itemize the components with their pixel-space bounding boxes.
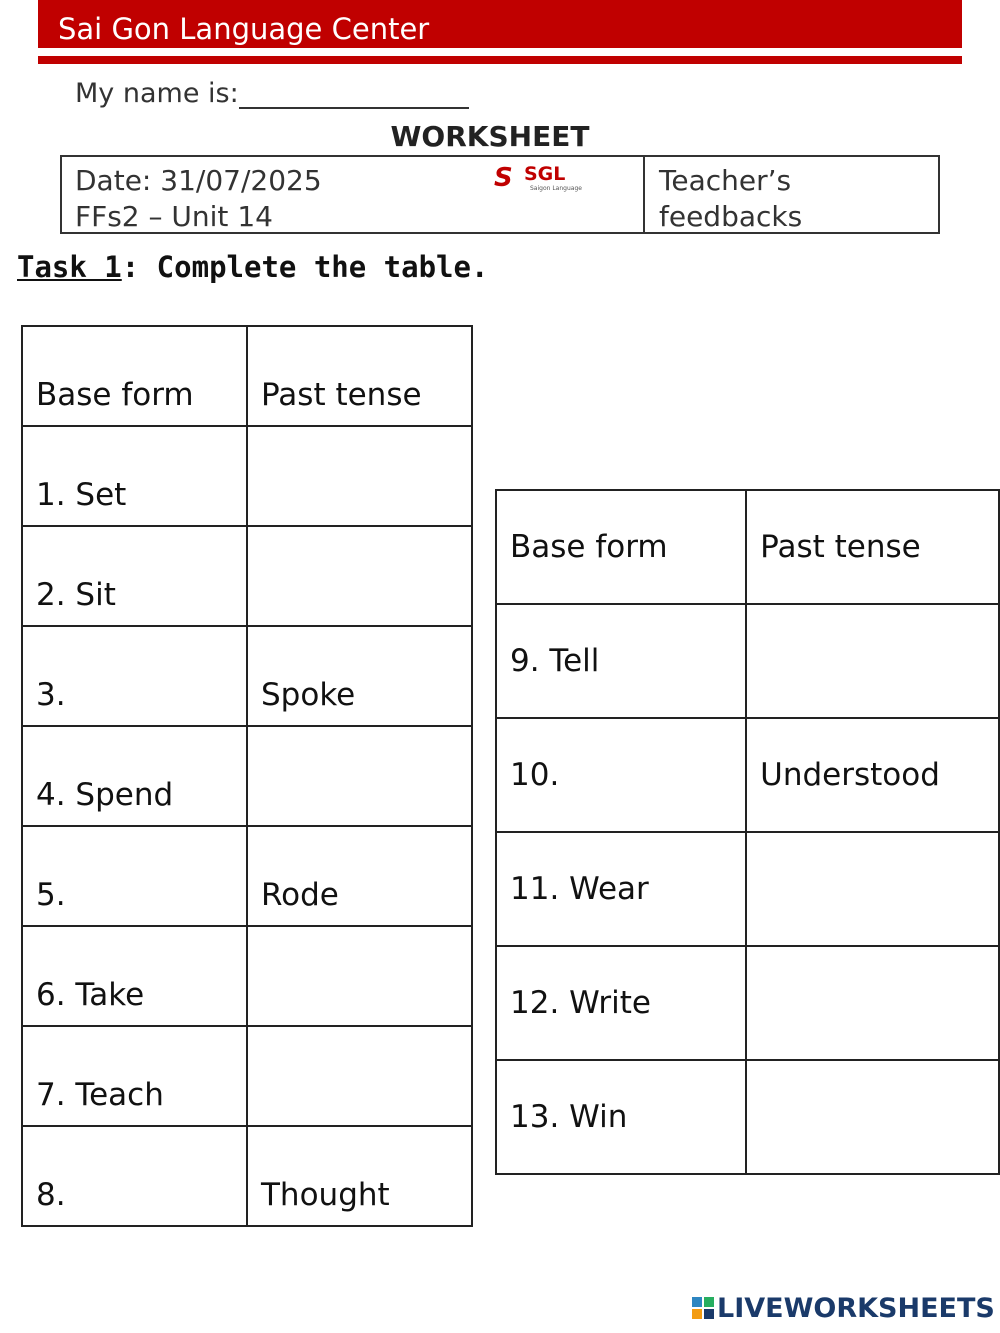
past-tense-cell[interactable] [746,946,999,1060]
name-label: My name is: [75,78,239,109]
base-form-cell[interactable]: 5. [22,826,247,926]
date-line: Date: 31/07/2025 [75,164,322,197]
table-row [496,718,999,832]
base-form-cell: 1. Set [22,426,247,526]
base-form-cell: 4. Spend [22,726,247,826]
name-row [75,78,469,109]
liveworksheets-brand: LIVEWORKSHEETS [717,1293,995,1324]
header-past-tense: Past tense [247,326,472,426]
past-tense-cell[interactable] [247,426,472,526]
table-row [496,1060,999,1174]
header-base-form: Base form [496,490,746,604]
info-box [60,155,940,234]
base-form-cell: 7. Teach [22,1026,247,1126]
table-header-row [496,490,999,604]
header-base-form: Base form [22,326,247,426]
task-1-instruction: : Complete the table. [121,250,489,284]
sgl-logo-text: SGL [524,163,566,185]
header-past-tense: Past tense [746,490,999,604]
base-form-cell[interactable]: 3. [22,626,247,726]
info-box-left [62,157,645,232]
task-1-heading [17,250,488,284]
past-tense-cell[interactable] [746,1060,999,1174]
task-1-label: Task 1 [17,250,122,284]
table-row [22,626,472,726]
table-row [22,826,472,926]
base-form-cell: 11. Wear [496,832,746,946]
past-tense-cell[interactable] [247,926,472,1026]
table-row [22,426,472,526]
past-tense-cell[interactable] [247,1026,472,1126]
past-tense-cell: Spoke [247,626,472,726]
past-tense-cell[interactable] [746,604,999,718]
sgl-logo [494,161,588,195]
table-row [496,832,999,946]
base-form-cell: 6. Take [22,926,247,1026]
past-tense-cell: Understood [746,718,999,832]
past-tense-cell[interactable] [247,726,472,826]
base-form-cell[interactable]: 8. [22,1126,247,1226]
base-form-cell: 13. Win [496,1060,746,1174]
liveworksheets-logo [692,1293,995,1324]
table-row [22,726,472,826]
base-form-cell: 9. Tell [496,604,746,718]
unit-line: FFs2 – Unit 14 [75,200,273,233]
feedback-line-1: Teacher’s [659,164,792,197]
past-tense-cell[interactable] [746,832,999,946]
table-row [22,926,472,1026]
base-form-cell: 2. Sit [22,526,247,626]
worksheet-title: WORKSHEET [390,120,590,153]
past-tense-cell: Rode [247,826,472,926]
center-banner [38,0,962,48]
table-row [496,604,999,718]
banner-divider [38,56,962,64]
liveworksheets-icon [692,1297,714,1319]
past-tense-cell: Thought [247,1126,472,1226]
name-input-line[interactable] [239,81,469,109]
base-form-cell: 12. Write [496,946,746,1060]
table-row [22,1026,472,1126]
verb-table-left [21,325,473,1227]
base-form-cell[interactable]: 10. [496,718,746,832]
table-header-row [22,326,472,426]
sgl-logo-subtext: Saigon Language [530,185,582,192]
verb-table-right [495,489,1000,1175]
teacher-feedback [659,163,802,235]
table-row [22,526,472,626]
past-tense-cell[interactable] [247,526,472,626]
table-row [22,1126,472,1226]
feedback-line-2: feedbacks [659,200,803,233]
table-row [496,946,999,1060]
sgl-logo-icon: S [494,163,513,193]
center-name: Sai Gon Language Center [58,12,430,46]
